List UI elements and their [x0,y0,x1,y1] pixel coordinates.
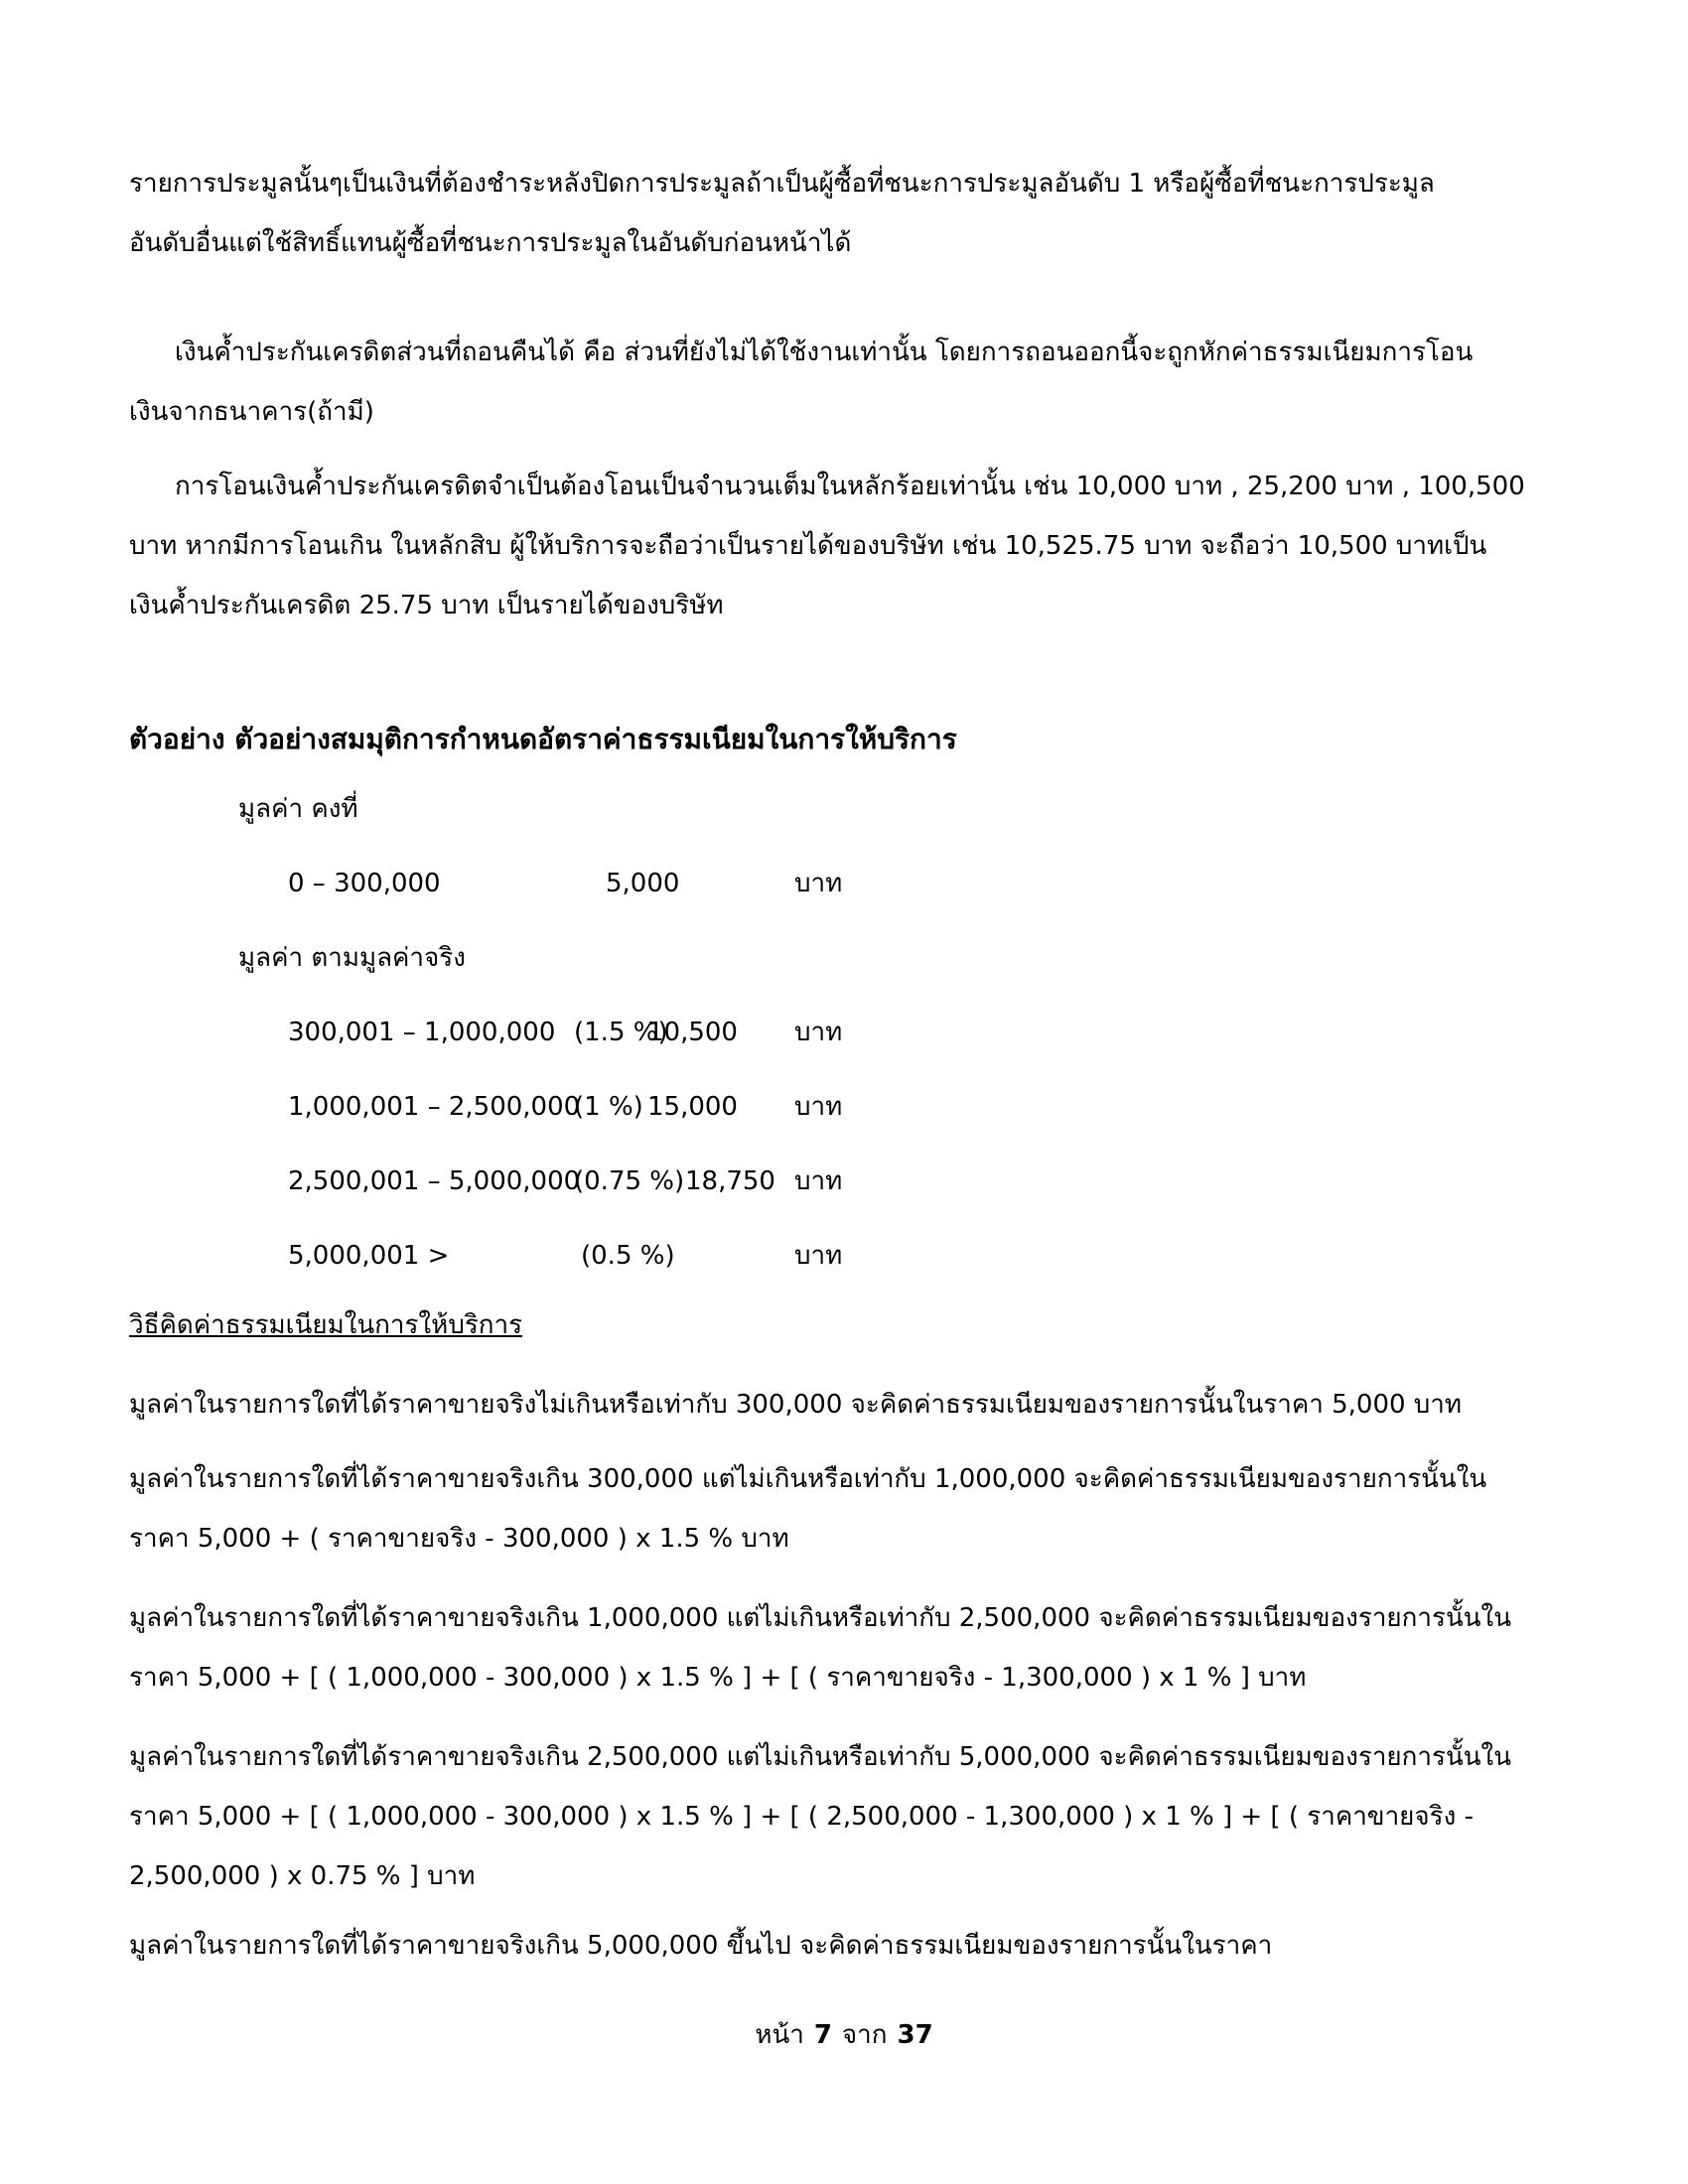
fee-rate: (1.5 %) [574,1018,668,1047]
fee-unit: บาท [794,1241,843,1271]
paragraph-line: การโอนเงินค้ำประกันเครดิตจำเป็นต้องโอนเป็นจำนวนเต็มในหลักร้อยเท่านั้น เช่น 10,000 บาท , 25,200 บาท , 100,500 [175,472,1525,501]
paragraph [129,1727,1564,1906]
fee-unit: บาท [794,1092,843,1122]
fee-range: 0 – 300,000 [288,869,441,898]
fee-range: 300,001 – 1,000,000 [288,1018,556,1047]
fee-row [129,854,1564,913]
paragraph [129,154,1564,273]
paragraph [129,457,1564,635]
paragraph [129,1375,1564,1434]
fee-amount: 5,000 [606,869,680,898]
paragraph-line: เงินค้ำประกันเครดิตส่วนที่ถอนคืนได้ คือ ส่วนที่ยังไม่ได้ใช้งานเท่านั้น โดยการถอนออกนี้จะถูกหักค่าธรรมเนียมการโอน [175,338,1474,367]
paragraph-line: มูลค่าในรายการใดที่ได้ราคาขายจริงเกิน 2,500,000 แต่ไม่เกินหรือเท่ากับ 5,000,000 จะคิดค่าธรรมเนียมของรายการนั้นใน [129,1742,1511,1772]
fee-unit: บาท [794,1018,843,1047]
footer-page-label: หน้า [755,2020,804,2050]
fee-unit: บาท [794,1166,843,1196]
footer-total-pages: 37 [897,2020,933,2050]
paragraph-line: ราคา 5,000 + [ ( 1,000,000 - 300,000 ) x 1.5 % ] + [ ( 2,500,000 - 1,300,000 ) x 1 % ] + [ ( ราคาขายจริง - [129,1802,1474,1832]
paragraph [129,1916,1564,1976]
paragraph-line: เงินค้ำประกันเครดิต 25.75 บาท เป็นรายได้ของบริษัท [129,591,724,620]
footer-page-number: 7 [813,2020,832,2050]
paragraph-line: เงินจากธนาคาร(ถ้ามี) [129,397,374,427]
paragraph-line: มูลค่าในรายการใดที่ได้ราคาขายจริงเกิน 1,000,000 แต่ไม่เกินหรือเท่ากับ 2,500,000 จะคิดค่าธรรมเนียมของรายการนั้นใน [129,1603,1511,1633]
paragraph-line: มูลค่าในรายการใดที่ได้ราคาขายจริงเกิน 300,000 แต่ไม่เกินหรือเท่ากับ 1,000,000 จะคิดค่าธรรมเนียมของรายการนั้นใน [129,1464,1487,1494]
paragraph-line: อันดับอื่นแต่ใช้สิทธิ์แทนผู้ซื้อที่ชนะการประมูลในอันดับก่อนหน้าได้ [129,228,852,258]
fee-amount: 10,500 [647,1018,738,1047]
paragraph [129,323,1564,442]
fee-row [129,1152,1564,1211]
paragraph-line: รายการประมูลนั้นๆเป็นเงินที่ต้องชำระหลังปิดการประมูลถ้าเป็นผู้ซื้อที่ชนะการประมูลอันดับ 1 หรือผู้ซื้อที่ชนะการประมูล [129,169,1435,199]
paragraph [129,1449,1564,1569]
paragraph-line: มูลค่าในรายการใดที่ได้ราคาขายจริงไม่เกินหรือเท่ากับ 300,000 จะคิดค่าธรรมเนียมของรายการนั้นในราคา 5,000 บาท [129,1390,1463,1420]
fixed-value-label: มูลค่า คงที่ [238,794,358,824]
fee-range: 5,000,001 > [288,1241,450,1271]
page-footer [0,2015,1688,2055]
paragraph-line: มูลค่าในรายการใดที่ได้ราคาขายจริงเกิน 5,000,000 ขึ้นไป จะคิดค่าธรรมเนียมของรายการนั้นในราคา [129,1931,1273,1961]
paragraph-line: บาท หากมีการโอนเกิน ในหลักสิบ ผู้ให้บริการจะถือว่าเป็นรายได้ของบริษัท เช่น 10,525.75 บาท จะถือว่า 10,500 บาทเป็น [129,531,1487,561]
paragraph-line: 2,500,000 ) x 0.75 % ] บาท [129,1861,476,1891]
fee-range: 1,000,001 – 2,500,000 [288,1092,581,1122]
method-heading: วิธีคิดค่าธรรมเนียมในการให้บริการ [129,1310,523,1340]
fee-row [129,1077,1564,1137]
fee-rate: (0.75 %) [574,1166,685,1196]
fee-row [129,1226,1564,1286]
actual-value-label: มูลค่า ตามมูลค่าจริง [238,943,466,973]
fee-rate: (1 %) [574,1092,643,1122]
fee-unit: บาท [794,869,843,898]
fee-rate: (0.5 %) [581,1241,675,1271]
fee-amount: 15,000 [647,1092,738,1122]
fee-row [129,1003,1564,1062]
example-heading: ตัวอย่าง ตัวอย่างสมมุติการกำหนดอัตราค่าธรรมเนียมในการให้บริการ [129,723,957,755]
fee-range: 2,500,001 – 5,000,000 [288,1166,581,1196]
footer-of-label: จาก [841,2020,888,2050]
paragraph [129,1588,1564,1707]
paragraph-line: ราคา 5,000 + ( ราคาขายจริง - 300,000 ) x 1.5 % บาท [129,1524,789,1554]
fee-amount: 18,750 [685,1166,775,1196]
paragraph-line: ราคา 5,000 + [ ( 1,000,000 - 300,000 ) x 1.5 % ] + [ ( ราคาขายจริง - 1,300,000 ) x 1 % ] บาท [129,1663,1307,1693]
